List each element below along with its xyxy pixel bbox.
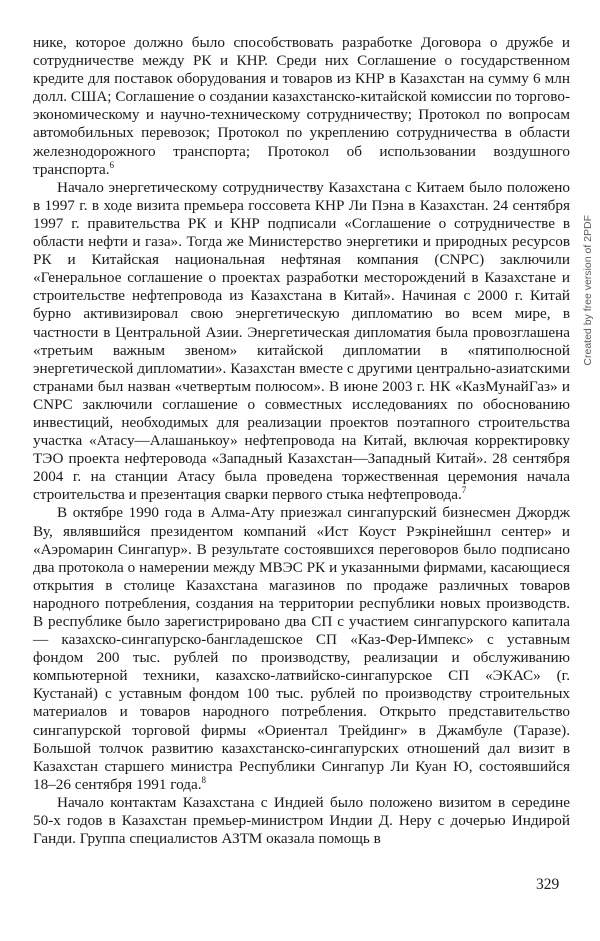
paragraph-3: В октябре 1990 года в Алма-Ату приезжал сингапурский бизнесмен Джордж Ву, являвшийся президентом компаний «Ист Коуст Рэкрінейшнл сентер» и «Аэромарин Сингапур». В результате состоявшихся переговоров было подписано два протокола о намерении между МВЭС РК и указанными фирмами, касающиеся открытия в столице Казахстана магазинов по продаже различных товаров народного потребления, создания на территории республики новых производств. В республике было зарегистрировано два СП с участием сингапурского капитала — казахско-сингапурско-бангладешское СП «Каз-Фер-Импекс» с уставным фондом 200 тыс. рублей по производству, реализации и обслуживанию компьютерной техники, казахско-латвийско-сингапурское СП «ЭКАС» (г. Кустанай) с уставным фондом 100 тыс. рублей по производству строительных материалов и товаров народного потребления. Открыто представительство сингапурской торговой фирмы «Ориентал Трейдинг» в Джамбуле (Таразе). Большой толчок развитию казахстанско-сингапурских отношений дал визит в Казахстан старшего министра Республики Сингапур Ли Куан Ю, состоявшийся 18–26 сентября 1991 года.$^8$ (33, 504, 570, 793)
paragraph-2: Начало энергетическому сотрудничеству Казахстана с Китаем было положено в 1997 г. в ходе визита премьера госсовета КНР Ли Пэна в Казахстан. 24 сентября 1997 г. правительства РК и КНР подписали «Соглашение о сотрудничестве в области нефти и газа». Тогда же Министерство энергетики и природных ресурсов РК и Китайская национальная нефтяная компания (CNPC) заключили «Генеральное соглашение о проектах разработки месторождений в Казахстане и строительстве нефтепровода из Казахстана в Китай». Начиная с 2000 г. Китай бурно активизировал свою энергетическую дипломатию во всем мире, в частности в Центральной Азии. Энергетическая дипломатия была провозглашена «третьим важным звеном» китайской дипломатии в «пятиполюсной энергетической дипломатии». Казахстан вместе с другими центрально-азиатскими странами был назван «четвертым полюсом». В июне 2003 г. НК «КазМунайГаз» и CNPC заключили соглашение о совместных исследованиях по обоснованию инвестиций, необходимых для реализации проектов поэтапного строительства участка «Атасу—Алашанькоу» нефтепровода на Китай, включая корректировку ТЭО проекта нефтеровода «Западный Казахстан—Западный Китай». 28 сентября 2004 г. на станции Атасу была проведена торжественная церемония начала строительства и презентация сварки первого стыка нефтепровода.$^7$ (33, 178, 570, 504)
footnote-ref-6: 6 (109, 159, 115, 170)
watermark-text: Created by free version of 2PDF (582, 215, 594, 366)
paragraph-1: нике, которое должно было способствовать разработке Договора о дружбе и сотрудничестве между РК и КНР. Среди них Соглашение о государственном кредите для поставок оборудования и товаров из КНР в Казахстан на сумму 6 млн долл. США; Соглашение о создании казахстанско-китайской комиссии по торгово-экономическому и научно-техническому сотрудничеству; Протокол по вопросам автомобильных перевозок; Протокол по укреплению сотрудничества в области железнодорожного транспорта; Протокол об использовании воздушного транспорта.$^6$ (33, 34, 570, 178)
page-text (33, 34, 570, 848)
footnote-ref-8: 8 (201, 774, 207, 785)
page-number: 329 (536, 876, 560, 893)
paragraph-4: Начало контактам Казахстана с Индией было положено визитом в середине 50-х годов в Казахстан премьер-министром Индии Д. Неру с дочерью Индирой Ганди. Группа специалистов АЗТМ оказала помощь в (33, 793, 570, 848)
footnote-ref-7: 7 (461, 485, 467, 496)
